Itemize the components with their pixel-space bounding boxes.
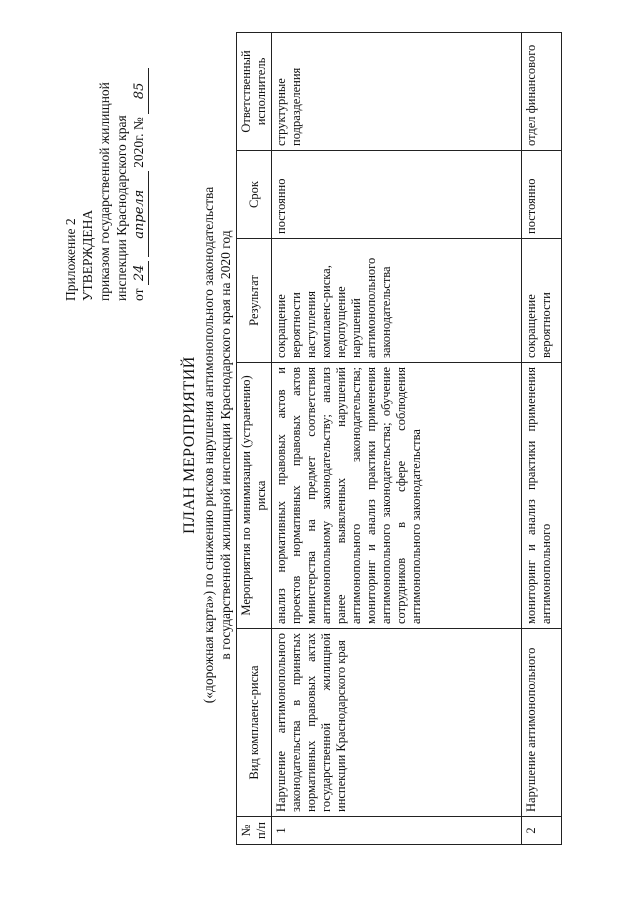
header-result: Результат xyxy=(237,239,272,363)
document-title xyxy=(180,45,234,845)
plan-title: ПЛАН МЕРОПРИЯТИЙ xyxy=(181,356,198,534)
date-day: 24 xyxy=(131,261,149,286)
table-header-row xyxy=(237,33,272,845)
plan-subtitle-2: в государственной жилищной инспекции Краснодарского края на 2020 год xyxy=(218,230,233,660)
date-prefix: от xyxy=(131,288,146,301)
approved-label: УТВЕРЖДЕНА xyxy=(80,209,95,301)
header-measures: Мероприятия по минимизации (устранению) риска xyxy=(237,363,272,629)
plan-table xyxy=(236,32,562,845)
row-num: 1 xyxy=(272,817,522,845)
row-result: сокращение вероятности xyxy=(522,239,562,363)
order-date-line xyxy=(130,1,149,301)
header-executor: Ответственный исполнитель xyxy=(237,33,272,151)
row-risk: Нарушение антимонопольного xyxy=(522,629,562,817)
approved-by: приказом государственной жилищной xyxy=(97,82,112,301)
header-num: № п/п xyxy=(237,817,272,845)
row-executor: отдел финансового xyxy=(522,33,562,151)
date-month: апреля xyxy=(131,171,149,257)
appendix-label: Приложение 2 xyxy=(63,218,78,301)
date-year: 2020г. № xyxy=(131,117,146,168)
table-row xyxy=(522,33,562,845)
row-measures: мониторинг и анализ практики применения антимонопольного xyxy=(522,363,562,629)
row-num: 2 xyxy=(522,817,562,845)
order-number: 85 xyxy=(131,68,149,114)
approved-by-org: инспекции Краснодарского края xyxy=(114,115,129,301)
row-measures: анализ нормативных правовых актов и проектов нормативных правовых актов министерства на предмет соответствия антимонопольному законодательству; анализ ранее выявленных нарушений антимонопольного законодательства; мониторинг и анализ практики применения антимонопольного законодательства; обучение сотрудников в сфере соблюдения антимонопольного законодательства xyxy=(272,363,522,629)
row-term: постоянно xyxy=(272,151,522,239)
plan-subtitle-1: («дорожная карта») по снижению рисков нарушения антимонопольного законодательства xyxy=(201,186,216,704)
approval-block xyxy=(62,1,149,301)
row-term: постоянно xyxy=(522,151,562,239)
header-risk: Вид комплаенс-риска xyxy=(237,629,272,817)
row-risk: Нарушение антимонопольного законодательства в принятых нормативных правовых актах государственной жилищной инспекции Краснодарского края xyxy=(272,629,522,817)
row-result: сокращение вероятности наступления комплаенс-риска, недопущение нарушений антимонопольного законодательства xyxy=(272,239,522,363)
header-term: Срок xyxy=(237,151,272,239)
row-executor: структурные подразделения xyxy=(272,33,522,151)
table-row xyxy=(272,33,522,845)
